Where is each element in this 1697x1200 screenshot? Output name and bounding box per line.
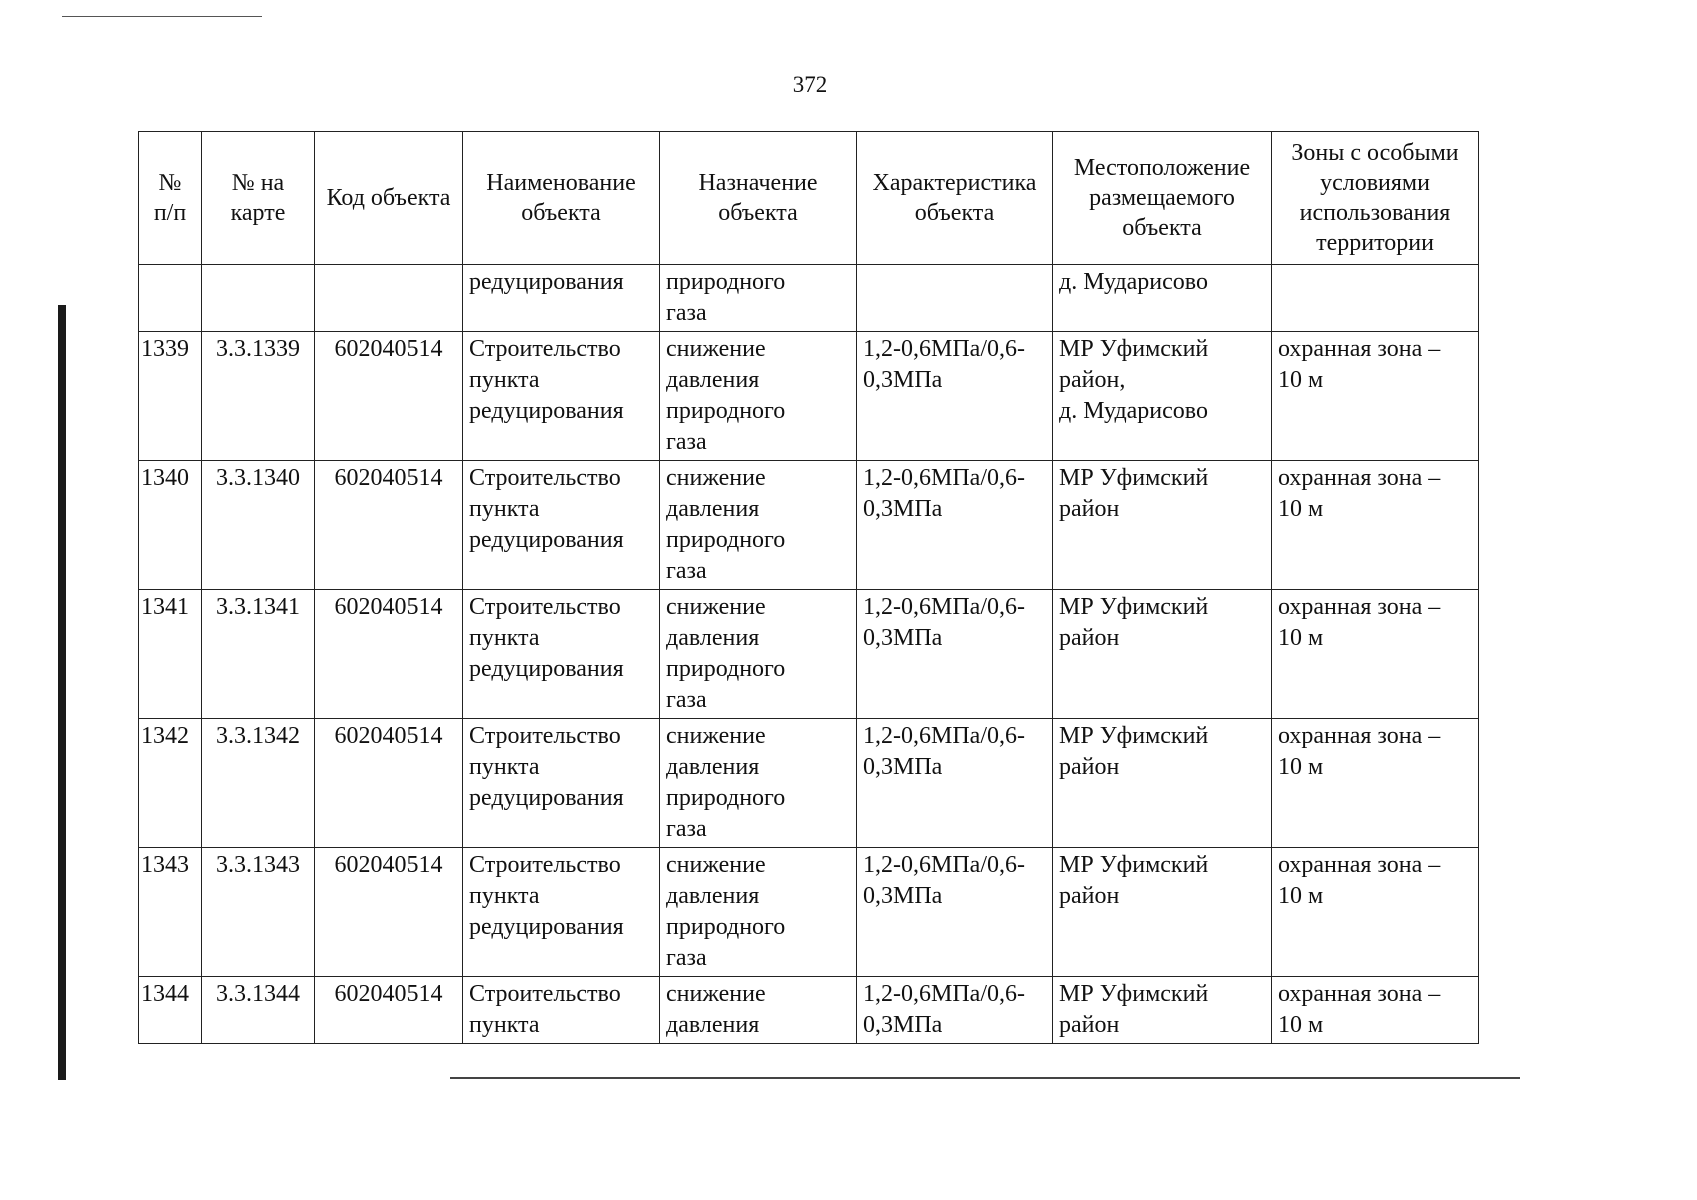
objects-table xyxy=(138,131,1479,1044)
table-row xyxy=(139,461,1479,590)
cell-object-characteristic: 1,2-0,6МПа/0,6- 0,3МПа xyxy=(857,332,1053,461)
header-row-number: № п/п xyxy=(139,132,202,265)
cell-object-name: Строительство пункта редуцирования xyxy=(463,461,660,590)
cell-object-code: 602040514 xyxy=(315,848,463,977)
cell-object-code: 602040514 xyxy=(315,977,463,1044)
cell-special-zones: охранная зона – 10 м xyxy=(1272,977,1479,1044)
table-row xyxy=(139,719,1479,848)
cell-object-location: МР Уфимский район xyxy=(1053,461,1272,590)
cell-object-characteristic: 1,2-0,6МПа/0,6- 0,3МПа xyxy=(857,461,1053,590)
header-object-name: Наименование объекта xyxy=(463,132,660,265)
cell-object-characteristic xyxy=(857,265,1053,332)
table-row xyxy=(139,590,1479,719)
cell-object-location: МР Уфимский район xyxy=(1053,590,1272,719)
cell-special-zones: охранная зона – 10 м xyxy=(1272,848,1479,977)
cell-special-zones: охранная зона – 10 м xyxy=(1272,461,1479,590)
cell-map-number: 3.3.1342 xyxy=(202,719,315,848)
cell-object-location: МР Уфимский район xyxy=(1053,977,1272,1044)
scan-artifact-bottom-line xyxy=(450,1077,1520,1079)
cell-row-number: 1343 xyxy=(139,848,202,977)
cell-object-name: редуцирования xyxy=(463,265,660,332)
cell-map-number: 3.3.1339 xyxy=(202,332,315,461)
cell-special-zones: охранная зона – 10 м xyxy=(1272,590,1479,719)
cell-object-purpose: природного газа xyxy=(660,265,857,332)
cell-object-code: 602040514 xyxy=(315,590,463,719)
cell-row-number: 1339 xyxy=(139,332,202,461)
header-row xyxy=(139,132,1479,265)
cell-special-zones xyxy=(1272,265,1479,332)
table-row xyxy=(139,265,1479,332)
cell-object-location: МР Уфимский район, д. Мударисово xyxy=(1053,332,1272,461)
page-number: 372 xyxy=(792,72,828,97)
cell-map-number: 3.3.1341 xyxy=(202,590,315,719)
cell-object-location: д. Мударисово xyxy=(1053,265,1272,332)
cell-object-purpose: снижение давления природного газа xyxy=(660,848,857,977)
cell-object-purpose: снижение давления xyxy=(660,977,857,1044)
table-row xyxy=(139,332,1479,461)
cell-object-name: Строительство пункта редуцирования xyxy=(463,848,660,977)
cell-object-code: 602040514 xyxy=(315,719,463,848)
cell-row-number: 1342 xyxy=(139,719,202,848)
cell-object-purpose: снижение давления природного газа xyxy=(660,332,857,461)
cell-object-name: Строительство пункта редуцирования xyxy=(463,332,660,461)
cell-object-purpose: снижение давления природного газа xyxy=(660,590,857,719)
header-map-number: № на карте xyxy=(202,132,315,265)
header-object-purpose: Назначение объекта xyxy=(660,132,857,265)
cell-row-number: 1344 xyxy=(139,977,202,1044)
cell-object-code: 602040514 xyxy=(315,332,463,461)
cell-special-zones: охранная зона – 10 м xyxy=(1272,719,1479,848)
cell-object-location: МР Уфимский район xyxy=(1053,719,1272,848)
cell-object-purpose: снижение давления природного газа xyxy=(660,461,857,590)
cell-object-name: Строительство пункта редуцирования xyxy=(463,719,660,848)
cell-object-name: Строительство пункта xyxy=(463,977,660,1044)
scan-artifact-top-line xyxy=(62,16,262,17)
cell-object-characteristic: 1,2-0,6МПа/0,6- 0,3МПа xyxy=(857,590,1053,719)
cell-map-number: 3.3.1340 xyxy=(202,461,315,590)
table-row xyxy=(139,848,1479,977)
cell-map-number: 3.3.1343 xyxy=(202,848,315,977)
cell-object-characteristic: 1,2-0,6МПа/0,6- 0,3МПа xyxy=(857,848,1053,977)
table-row xyxy=(139,977,1479,1044)
cell-row-number xyxy=(139,265,202,332)
header-object-code: Код объекта xyxy=(315,132,463,265)
cell-object-characteristic: 1,2-0,6МПа/0,6- 0,3МПа xyxy=(857,977,1053,1044)
cell-map-number: 3.3.1344 xyxy=(202,977,315,1044)
cell-map-number xyxy=(202,265,315,332)
cell-object-code xyxy=(315,265,463,332)
header-special-zones: Зоны с особыми условиями использования территории xyxy=(1272,132,1479,265)
cell-object-purpose: снижение давления природного газа xyxy=(660,719,857,848)
table-body xyxy=(139,265,1479,1044)
cell-row-number: 1341 xyxy=(139,590,202,719)
header-object-location: Местоположение размещаемого объекта xyxy=(1053,132,1272,265)
cell-object-characteristic: 1,2-0,6МПа/0,6- 0,3МПа xyxy=(857,719,1053,848)
table-header xyxy=(139,132,1479,265)
cell-object-code: 602040514 xyxy=(315,461,463,590)
cell-special-zones: охранная зона – 10 м xyxy=(1272,332,1479,461)
cell-object-name: Строительство пункта редуцирования xyxy=(463,590,660,719)
cell-row-number: 1340 xyxy=(139,461,202,590)
scan-artifact-left-bar xyxy=(58,305,66,1080)
header-object-characteristic: Характеристика объекта xyxy=(857,132,1053,265)
cell-object-location: МР Уфимский район xyxy=(1053,848,1272,977)
